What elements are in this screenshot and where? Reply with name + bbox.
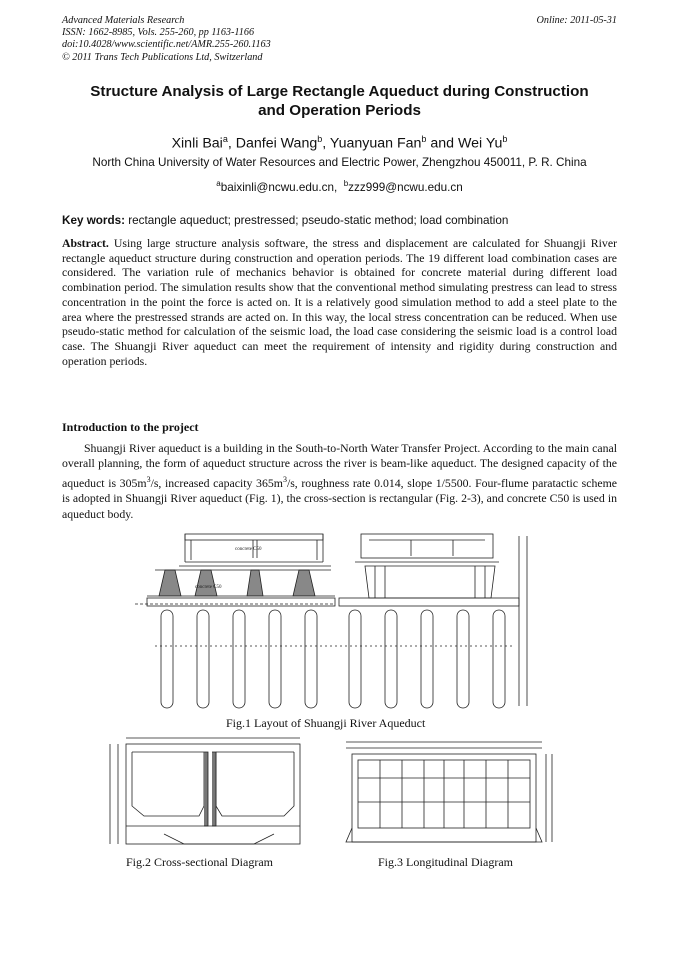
- journal-header: [62, 15, 617, 64]
- figure-1-drawing: [135, 526, 545, 714]
- author-name: Danfei Wang: [235, 135, 318, 152]
- abstract-label: Abstract.: [62, 236, 109, 250]
- abstract: [62, 236, 617, 368]
- keywords-label: Key words:: [62, 214, 125, 227]
- intro-sup: 3: [282, 474, 287, 484]
- figure-3-caption: Fig.3 Longitudinal Diagram: [378, 855, 513, 869]
- email-sup: b: [343, 179, 349, 188]
- email-sup: a: [216, 179, 221, 188]
- author-separator: and: [426, 135, 458, 152]
- email-address[interactable]: baixinli@ncwu.edu.cn: [220, 180, 334, 194]
- figure-2-caption: Fig.2 Cross-sectional Diagram: [126, 855, 273, 869]
- author-separator: ,: [322, 135, 330, 152]
- figure-3-drawing: [342, 738, 562, 850]
- figure-1-label: concrete C50: [235, 547, 262, 552]
- author-separator: ,: [227, 135, 236, 152]
- journal-name: Advanced Materials Research: [62, 15, 185, 26]
- author-list: [62, 130, 617, 153]
- section-heading: Introduction to the project: [62, 420, 199, 434]
- doi-line: doi:10.4028/www.scientific.net/AMR.255-260.1163: [62, 39, 271, 51]
- keywords: [62, 214, 617, 228]
- affiliation: North China University of Water Resources and Electric Power, Zhengzhou 450011, P. R. China: [92, 156, 587, 169]
- intro-text: /s, roughness rate 0.014, slope 1/5500. Four-flume paratactic scheme is adopted in Shuangji River aqueduct (Fig. 1), the cross-section is rectangular (Fig. 2-3), and concrete C50 is used in aqueduct body.: [62, 475, 618, 521]
- title-line-1: Structure Analysis of Large Rectangle Aqueduct during Construction: [90, 83, 589, 100]
- author-sup: b: [502, 134, 508, 144]
- author-sup: a: [222, 134, 228, 144]
- figure-1-label: concrete C50: [195, 585, 222, 590]
- author-sup: b: [421, 134, 427, 144]
- figure-1-caption: Fig.1 Layout of Shuangji River Aqueduct: [226, 716, 426, 730]
- email-address[interactable]: zzz999@ncwu.edu.cn: [348, 180, 463, 194]
- abstract-text: Using large structure analysis software, the stress and displacement are calculated for Shuangji River rectangle aqueduct structure during construction and operation periods. The 19 different load combination cases are considered. The variation rule of mechanics behavior is obtained for concrete material during different load combination period. The simulation results show that the conventional method simulating prestress can lead to stress concentration in the point the force is acted on. It is a relatively good simulation method to add a steel plate to the area where the prestressed strands are acted on. In this way, the local stress concentration can be reduced. When use pseudo-static method for calculation of the seismic load, the load case considering the seismic load is a control load case. The Shuangji River aqueduct can meet the requirement of intensity and rigidity during construction and operation periods.: [62, 236, 617, 368]
- intro-sup: 3: [146, 474, 151, 484]
- author-name: Wei Yu: [457, 135, 503, 152]
- paper-title: [62, 82, 617, 120]
- keywords-text: rectangle aqueduct; prestressed; pseudo-static method; load combination: [125, 214, 509, 227]
- intro-text: Shuangji River aqueduct is a building in the South-to-North Water Transfer Project. According to the main canal overall planning, the form of aqueduct structure across the river is beam-like aqueduct. The designed capacity of the aqueduct is 305m: [62, 441, 617, 490]
- author-sup: b: [317, 134, 323, 144]
- author-name: Yuanyuan Fan: [329, 135, 422, 152]
- email-line: $^a$baixinli@ncwu.edu.cn, $^b$zzz999@ncwu.edu.cn: [216, 179, 463, 194]
- intro-paragraph: [62, 441, 617, 522]
- copyright-line: © 2011 Trans Tech Publications Ltd, Switzerland: [62, 51, 263, 63]
- figure-2-drawing: [104, 736, 324, 854]
- online-date: Online: 2011-05-31: [536, 15, 617, 26]
- title-line-2: and Operation Periods: [258, 102, 421, 119]
- issn-line: ISSN: 1662-8985, Vols. 255-260, pp 1163-1166: [62, 27, 255, 39]
- intro-text: /s, increased capacity 365m: [150, 475, 283, 490]
- author-name: Xinli Bai: [171, 135, 223, 152]
